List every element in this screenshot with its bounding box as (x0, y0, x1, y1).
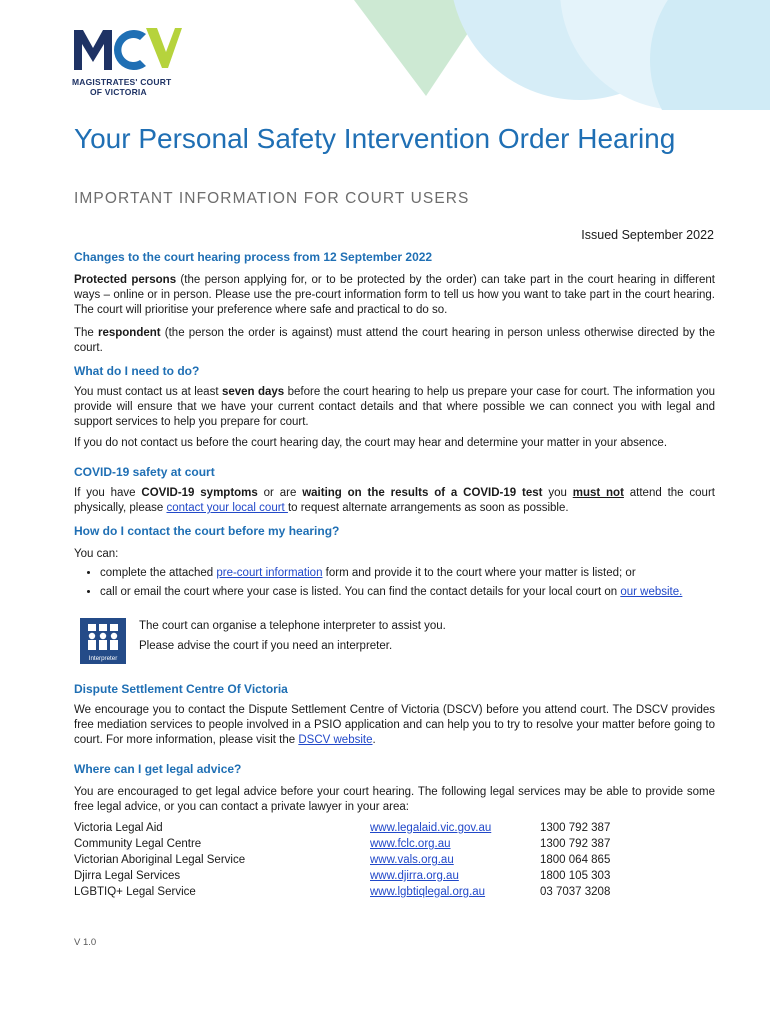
issued-date: Issued September 2022 (581, 228, 714, 242)
paragraph-legal-advice: You are encouraged to get legal advice before your court hearing. The following legal services may be able to provide some free legal advice, or you can contact a private lawyer in your area: (74, 786, 715, 813)
our-website-link[interactable]: our website. (620, 586, 683, 598)
interpreter-notice (74, 612, 715, 668)
service-phone: 03 7037 3208 (540, 886, 611, 898)
legal-service-row (74, 837, 715, 853)
paragraph-covid (74, 486, 715, 516)
text: attend the court physically, please (74, 487, 715, 514)
service-phone: 1800 105 303 (540, 870, 611, 882)
legal-services-list (74, 821, 715, 901)
interpreter-line-2: Please advise the court if you need an interpreter. (139, 640, 393, 652)
service-name: LGBTIQ+ Legal Service (74, 886, 196, 898)
text: We encourage you to contact the Dispute Settlement Centre of Victoria (DSCV) before you attend court. The DSCV provides free mediation services to people involved in a PSIO application and can help you to try to resolve your matter before going to court. For more information, please visit the (74, 704, 715, 746)
text: . (372, 734, 376, 746)
paragraph-dscv (74, 703, 715, 748)
interpreter-icon-label: Interpreter (88, 655, 118, 662)
text: before the court hearing to help us prepare your case for court. The information you provide will ensure that we have your current contact details and that where possible we can connect you with legal and support services to help you prepare for court. (74, 386, 716, 428)
text: The (74, 327, 98, 339)
logo-caption (72, 77, 184, 97)
legal-service-row (74, 869, 715, 885)
text: (the person the order is against) must attend the court hearing in person unless otherwise directed by the court. (74, 327, 716, 354)
section-heading-covid: COVID-19 safety at court (74, 465, 215, 479)
paragraph-contact-seven-days (74, 385, 715, 430)
header-decoration (340, 0, 770, 110)
service-website-link[interactable]: www.fclc.org.au (370, 838, 451, 850)
legal-service-row (74, 821, 715, 837)
version-label: V 1.0 (74, 937, 97, 948)
interpreter-text (139, 616, 446, 656)
bold-text: waiting on the results of a COVID-19 test (302, 487, 543, 499)
logo-line-1: MAGISTRATES' COURT (72, 77, 172, 87)
dscv-website-link[interactable]: DSCV website (298, 734, 373, 746)
list-item (100, 566, 715, 581)
service-phone: 1800 064 865 (540, 854, 611, 866)
section-heading-legal-advice: Where can I get legal advice? (74, 762, 242, 776)
text: form and provide it to the court where your matter is listed; or (322, 567, 636, 579)
page-title: Your Personal Safety Intervention Order Hearing (74, 123, 676, 154)
paragraph-absence: If you do not contact us before the court hearing day, the court may hear and determine your matter in your absence. (74, 437, 668, 449)
service-phone: 1300 792 387 (540, 838, 611, 850)
text: to request alternate arrangements as soon as possible. (287, 502, 569, 514)
document-body (74, 250, 715, 901)
service-website-link[interactable]: www.djirra.org.au (370, 870, 459, 882)
paragraph-you-can: You can: (74, 548, 119, 560)
service-phone: 1300 792 387 (540, 822, 611, 834)
section-heading-changes: Changes to the court hearing process from 12 September 2022 (74, 250, 433, 264)
section-heading-what-to-do: What do I need to do? (74, 364, 200, 378)
legal-service-row (74, 885, 715, 901)
bold-text: respondent (97, 327, 161, 339)
service-website-link[interactable]: www.vals.org.au (370, 854, 454, 866)
contact-local-court-link[interactable]: contact your local court (166, 502, 288, 514)
service-name: Victoria Legal Aid (74, 822, 163, 834)
bold-underlined-text: must not (572, 487, 624, 499)
text: (the person applying for, or to be protected by the order) can take part in the court hearing in different ways – online or in person. Please use the pre-court information form to tell us how you want to take part in the court hearing. The court will prioritise your preference where safe and practical to do so. (74, 274, 715, 316)
interpreter-icon (80, 618, 126, 664)
list-item (100, 585, 715, 600)
paragraph-protected-persons (74, 273, 715, 318)
paragraph-respondent (74, 326, 715, 356)
mcv-logo (74, 26, 184, 97)
text: or are (257, 487, 303, 499)
pre-court-information-link[interactable]: pre-court information (216, 567, 323, 579)
service-website-link[interactable]: www.lgbtiqlegal.org.au (370, 886, 486, 898)
page-subtitle: IMPORTANT INFORMATION FOR COURT USERS (74, 190, 470, 207)
bold-text: seven days (221, 386, 285, 398)
service-name: Victorian Aboriginal Legal Service (74, 854, 246, 866)
service-name: Community Legal Centre (74, 838, 202, 850)
bold-text: Protected persons (74, 274, 177, 286)
logo-line-2: OF VICTORIA (90, 87, 147, 97)
section-heading-dscv: Dispute Settlement Centre Of Victoria (74, 682, 288, 696)
bold-text: COVID-19 symptoms (141, 487, 258, 499)
service-website-link[interactable]: www.legalaid.vic.gov.au (370, 822, 492, 834)
service-name: Djirra Legal Services (74, 870, 181, 882)
mcv-logo-mark (74, 26, 182, 72)
section-heading-contact-court: How do I contact the court before my hearing? (74, 524, 340, 538)
text: complete the attached (100, 567, 217, 579)
legal-service-row (74, 853, 715, 869)
text: If you have (74, 487, 142, 499)
contact-options-list (74, 566, 715, 600)
text: You must contact us at least (74, 386, 222, 398)
interpreter-line-1: The court can organise a telephone interpreter to assist you. (139, 620, 446, 632)
text: you (542, 487, 573, 499)
text: call or email the court where your case is listed. You can find the contact details for your local court on (100, 586, 621, 598)
